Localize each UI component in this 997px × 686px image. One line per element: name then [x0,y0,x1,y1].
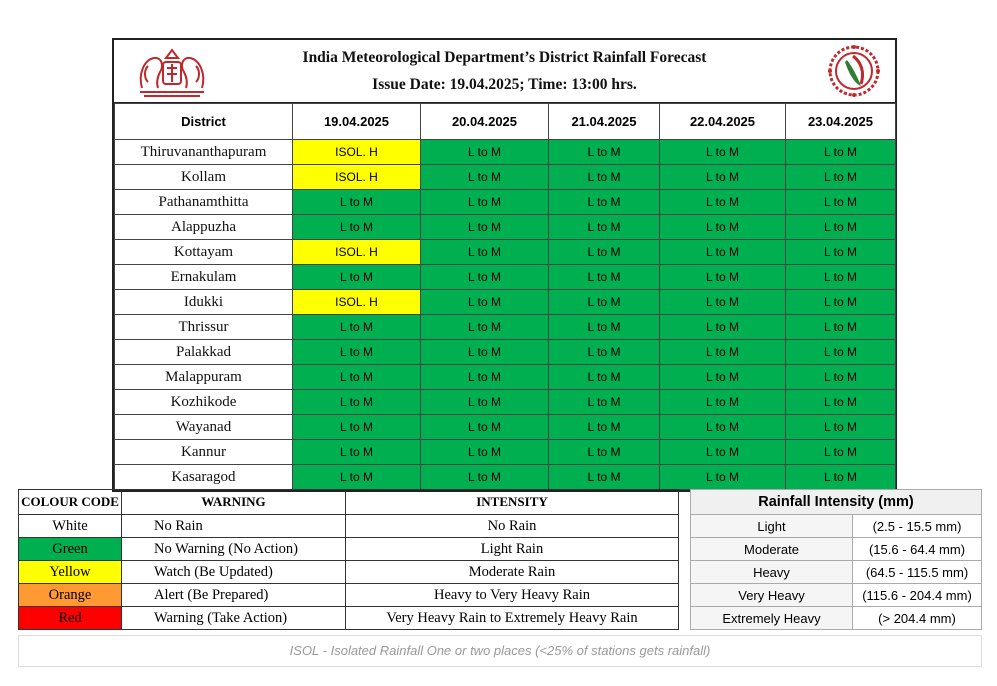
table-row [115,190,896,215]
legend-header: COLOUR CODE [19,490,122,515]
imd-logo-icon [827,44,881,98]
forecast-cell: L to M [660,365,786,390]
table-header-row [115,104,896,140]
forecast-cell: L to M [549,215,660,240]
intensity-category: Light [691,515,853,538]
intensity-range: (> 204.4 mm) [853,607,982,630]
table-row [115,240,896,265]
forecast-cell: L to M [660,240,786,265]
forecast-cell: L to M [421,190,549,215]
forecast-cell: ISOL. H [293,140,421,165]
rainfall-intensity-row [691,538,982,561]
forecast-cell: L to M [421,315,549,340]
forecast-cell: L to M [786,315,896,340]
forecast-cell: L to M [421,290,549,315]
forecast-cell: L to M [786,140,896,165]
forecast-cell: L to M [549,265,660,290]
column-header: 23.04.2025 [786,104,896,140]
table-row [115,340,896,365]
intensity-range: (64.5 - 115.5 mm) [853,561,982,584]
intensity-category: Moderate [691,538,853,561]
legend-header-row [19,490,679,515]
district-name: Wayanad [115,415,293,440]
forecast-cell: L to M [786,415,896,440]
forecast-cell: L to M [549,140,660,165]
colour-code-swatch: Green [19,538,122,561]
forecast-cell: L to M [293,365,421,390]
forecast-cell: L to M [786,215,896,240]
intensity-label: Heavy to Very Heavy Rain [346,584,679,607]
forecast-cell: L to M [421,165,549,190]
forecast-cell: L to M [421,140,549,165]
intensity-label: Light Rain [346,538,679,561]
rainfall-intensity-row [691,607,982,630]
forecast-panel [112,38,897,492]
forecast-cell: L to M [293,340,421,365]
forecast-cell: L to M [421,265,549,290]
forecast-cell: L to M [660,290,786,315]
forecast-cell: L to M [421,440,549,465]
colour-code-legend [18,489,679,630]
table-row [115,315,896,340]
forecast-cell: L to M [660,140,786,165]
forecast-cell: L to M [293,215,421,240]
forecast-cell: L to M [293,390,421,415]
legend-row [19,584,679,607]
forecast-cell: L to M [293,265,421,290]
forecast-cell: L to M [786,240,896,265]
legend-header: WARNING [122,490,346,515]
rainfall-intensity-table [690,489,982,630]
intensity-label: Moderate Rain [346,561,679,584]
forecast-cell: L to M [660,190,786,215]
district-name: Kasaragod [115,465,293,490]
colour-code-swatch: White [19,515,122,538]
forecast-cell: ISOL. H [293,240,421,265]
isol-footnote: ISOL - Isolated Rainfall One or two places (<25% of stations gets rainfall) [18,635,982,667]
intensity-range: (2.5 - 15.5 mm) [853,515,982,538]
district-name: Ernakulam [115,265,293,290]
rainfall-intensity-row [691,515,982,538]
column-header: 20.04.2025 [421,104,549,140]
intensity-range: (15.6 - 64.4 mm) [853,538,982,561]
table-row [115,165,896,190]
district-name: Thiruvananthapuram [115,140,293,165]
forecast-cell: L to M [421,215,549,240]
intensity-range: (115.6 - 204.4 mm) [853,584,982,607]
table-row [115,140,896,165]
table-row [115,265,896,290]
forecast-cell: L to M [786,340,896,365]
legend-row [19,561,679,584]
forecast-cell: L to M [549,465,660,490]
column-header: 21.04.2025 [549,104,660,140]
forecast-cell: L to M [549,390,660,415]
table-row [115,215,896,240]
table-row [115,415,896,440]
district-name: Alappuzha [115,215,293,240]
intensity-label: Very Heavy Rain to Extremely Heavy Rain [346,607,679,630]
table-row [115,290,896,315]
forecast-cell: L to M [549,340,660,365]
warning-label: Alert (Be Prepared) [122,584,346,607]
rainfall-intensity-header-row [691,490,982,515]
district-name: Idukki [115,290,293,315]
forecast-cell: L to M [421,340,549,365]
rainfall-intensity-title: Rainfall Intensity (mm) [691,490,982,515]
forecast-cell: ISOL. H [293,290,421,315]
district-name: Kottayam [115,240,293,265]
forecast-title: India Meteorological Department’s District Rainfall Forecast [302,49,707,66]
district-name: Palakkad [115,340,293,365]
forecast-cell: L to M [660,215,786,240]
forecast-cell: L to M [660,415,786,440]
warning-label: No Warning (No Action) [122,538,346,561]
forecast-cell: L to M [549,240,660,265]
forecast-cell: L to M [549,415,660,440]
forecast-cell: L to M [786,190,896,215]
warning-label: No Rain [122,515,346,538]
forecast-cell: L to M [421,365,549,390]
forecast-cell: L to M [660,315,786,340]
column-header: 22.04.2025 [660,104,786,140]
legend-row [19,607,679,630]
forecast-cell: L to M [421,465,549,490]
forecast-cell: L to M [786,390,896,415]
forecast-cell: L to M [549,190,660,215]
forecast-cell: L to M [293,440,421,465]
district-name: Malappuram [115,365,293,390]
forecast-cell: L to M [660,465,786,490]
district-name: Pathanamthitta [115,190,293,215]
table-row [115,390,896,415]
forecast-cell: L to M [549,315,660,340]
issue-date: Issue Date: 19.04.2025; Time: 13:00 hrs. [372,76,637,93]
forecast-cell: L to M [786,265,896,290]
colour-code-swatch: Yellow [19,561,122,584]
colour-code-swatch: Red [19,607,122,630]
forecast-cell: L to M [293,315,421,340]
forecast-cell: L to M [660,165,786,190]
intensity-category: Heavy [691,561,853,584]
district-name: Kollam [115,165,293,190]
forecast-header [114,40,895,103]
forecast-cell: L to M [549,290,660,315]
forecast-cell: L to M [293,465,421,490]
legend-row [19,515,679,538]
intensity-category: Very Heavy [691,584,853,607]
forecast-cell: L to M [786,465,896,490]
district-name: Thrissur [115,315,293,340]
forecast-cell: L to M [421,240,549,265]
intensity-category: Extremely Heavy [691,607,853,630]
forecast-cell: L to M [786,165,896,190]
forecast-cell: L to M [549,440,660,465]
table-row [115,365,896,390]
forecast-cell: L to M [786,365,896,390]
column-header: 19.04.2025 [293,104,421,140]
forecast-cell: L to M [549,365,660,390]
forecast-cell: L to M [549,165,660,190]
forecast-cell: L to M [660,340,786,365]
colour-code-swatch: Orange [19,584,122,607]
forecast-cell: L to M [421,415,549,440]
forecast-cell: ISOL. H [293,165,421,190]
forecast-cell: L to M [660,390,786,415]
forecast-cell: L to M [293,415,421,440]
forecast-cell: L to M [786,290,896,315]
warning-label: Warning (Take Action) [122,607,346,630]
table-row [115,440,896,465]
intensity-label: No Rain [346,515,679,538]
legend-header: INTENSITY [346,490,679,515]
table-row [115,465,896,490]
district-name: Kozhikode [115,390,293,415]
forecast-cell: L to M [660,265,786,290]
rainfall-intensity-row [691,584,982,607]
forecast-cell: L to M [421,390,549,415]
warning-label: Watch (Be Updated) [122,561,346,584]
district-name: Kannur [115,440,293,465]
column-header: District [115,104,293,140]
rainfall-intensity-row [691,561,982,584]
forecast-cell: L to M [293,190,421,215]
district-forecast-table [114,103,896,490]
forecast-cell: L to M [660,440,786,465]
legend-row [19,538,679,561]
forecast-cell: L to M [786,440,896,465]
